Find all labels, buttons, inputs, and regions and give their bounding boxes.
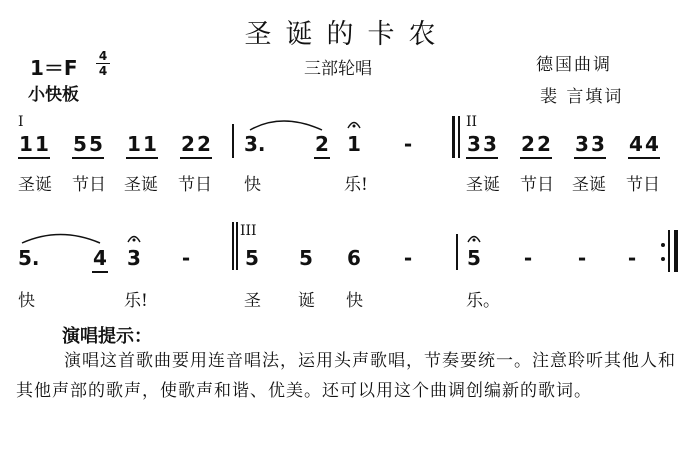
note: 4 (645, 132, 659, 156)
lyric: 圣诞 (466, 175, 500, 195)
note: 3 (127, 246, 141, 270)
time-signature-top: 4 (98, 49, 108, 63)
note: 2 (181, 132, 195, 156)
note: 1 (35, 132, 49, 156)
lyric: 节日 (626, 175, 660, 195)
tips-heading: 演唱提示： (62, 326, 152, 347)
note: - (181, 246, 191, 270)
lyric: 节日 (72, 175, 106, 195)
note: 5. (18, 246, 40, 270)
lyric: 乐。 (466, 291, 500, 311)
note: 1 (127, 132, 141, 156)
lyric: 快 (18, 291, 35, 311)
tempo-marking: 小快板 (28, 85, 79, 105)
lyric: 节日 (520, 175, 554, 195)
note: 5 (299, 246, 313, 270)
note: 2 (197, 132, 211, 156)
note: 3. (244, 132, 266, 156)
note: 3 (467, 132, 481, 156)
lyric: 乐! (344, 175, 368, 195)
note: 5 (73, 132, 87, 156)
lyric: 诞 (298, 291, 315, 311)
note: 1 (143, 132, 157, 156)
note: 4 (629, 132, 643, 156)
part-marker-3: III (240, 223, 257, 239)
lyric: 乐! (124, 291, 148, 311)
note: 3 (591, 132, 605, 156)
lyric: 快 (244, 175, 261, 195)
note: 5 (89, 132, 103, 156)
note: - (577, 246, 587, 270)
note: 3 (483, 132, 497, 156)
note: 2 (315, 132, 329, 156)
note: 5 (245, 246, 259, 270)
note: 1 (347, 132, 361, 156)
note: - (627, 246, 637, 270)
part-marker-1: I (18, 114, 24, 130)
lyric: 圣诞 (18, 175, 52, 195)
note: 2 (521, 132, 535, 156)
lyric: 圣 (244, 291, 261, 311)
note: 2 (537, 132, 551, 156)
part-marker-2: II (466, 114, 478, 130)
tie-arc (22, 235, 100, 244)
composer-credit: 德国曲调 (536, 55, 612, 75)
tips-text: 演唱这首歌曲要用连音唱法，运用头声歌唱，节奏要统一。注意聆听其他人和其他声部的歌声，使歌声和谐、优美。还可以用这个曲调创编新的歌词。 (16, 351, 676, 401)
key-signature: 1＝F (30, 56, 78, 80)
lyricist-credit: 裴 言填词 (540, 87, 624, 107)
lyric: 圣诞 (124, 175, 158, 195)
lyric: 圣诞 (572, 175, 606, 195)
note: - (523, 246, 533, 270)
note: - (403, 132, 413, 156)
song-title: 圣诞的卡农 (244, 19, 450, 50)
note: 1 (19, 132, 33, 156)
performance-form: 三部轮唱 (304, 59, 372, 79)
note: - (403, 246, 413, 270)
time-signature-bottom: 4 (98, 64, 108, 78)
note: 5 (467, 246, 481, 270)
note: 6 (347, 246, 361, 270)
tie-arc (250, 121, 322, 130)
lyric: 快 (346, 291, 363, 311)
note: 3 (575, 132, 589, 156)
lyric: 节日 (178, 175, 212, 195)
note: 4 (93, 246, 107, 270)
